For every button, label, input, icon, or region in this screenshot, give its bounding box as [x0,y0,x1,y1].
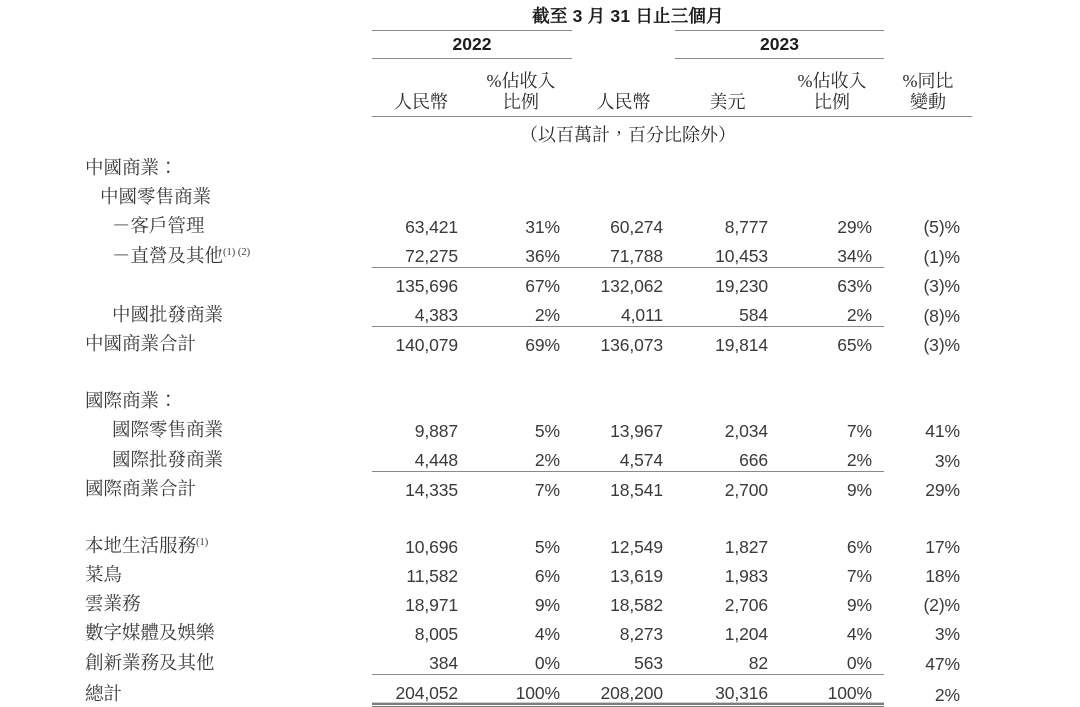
column-header-spacer-pad [972,59,1080,117]
cell-value [884,356,972,384]
cell-value: 8,777 [724,217,768,237]
cell-value: 4,011 [621,305,663,325]
cell-value [780,356,884,384]
row-label [0,616,372,645]
cell-value: 12,549 [610,537,663,557]
row-pad [972,645,1080,675]
cell-value: 17% [925,537,961,557]
col-header-2023-pct-line1: %佔收入 [797,70,867,91]
cell-value [572,501,675,529]
row-pad [972,587,1080,616]
table-row [0,529,1080,558]
table-spacer-row [0,501,1080,529]
cell-value [675,501,780,529]
units-spacer-pad [972,117,1080,152]
cell-value: 11,582 [406,566,458,586]
cell-value: 8,005 [414,624,458,644]
row-label-text: －直營及其他 [112,246,224,267]
cell-value: 135,696 [372,268,470,298]
cell-value: 7% [470,472,572,502]
cell-value: 18,582 [610,595,663,615]
cell-value: 67% [470,268,572,298]
cell-value [372,151,470,180]
cell-value: 19,230 [675,268,780,298]
row-label-text: 中國批發商業 [112,305,224,326]
cell-value: 2% [846,305,873,325]
row-label [0,268,372,298]
cell-value: 72,275 [405,246,458,266]
cell-value: 2,706 [724,595,768,615]
cell-value [572,356,675,384]
row-pad [972,180,1080,209]
cell-value: 2,700 [675,472,780,502]
cell-value: 1,983 [724,566,768,586]
row-label [0,645,372,675]
col-header-2022-pct-line2: 比例 [503,91,539,112]
cell-value: 19,814 [675,327,780,357]
year-group-2022: 2022 [372,31,572,59]
row-label [0,356,372,384]
row-label [0,529,372,558]
table-subtotal-row [0,268,1080,298]
cell-value: 41% [925,421,961,441]
row-pad [972,384,1080,413]
cell-value: (8)% [923,305,961,326]
cell-value: 2% [534,450,560,470]
col-header-2023-usd [675,59,780,117]
col-header-yoy-line2: 變動 [910,91,947,112]
year-group-row [0,31,1080,59]
cell-value: 9% [534,595,560,615]
cell-value: 384 [429,653,458,673]
cell-value [470,501,572,529]
row-pad [972,472,1080,502]
row-pad [972,442,1080,472]
cell-value [884,384,972,413]
row-pad [972,268,1080,298]
cell-value: 2,034 [724,421,768,441]
col-header-2023-pct-revenue [780,59,884,117]
row-label-text: 國際商業： [85,392,178,412]
title-spacer [0,0,372,31]
cell-value: 34% [837,246,873,266]
cell-value: 9,887 [414,421,458,441]
table-row [0,413,1080,442]
cell-value: 13,619 [610,566,663,586]
row-label [0,558,372,587]
col-header-2023-usd-line1: 美元 [709,91,746,112]
cell-value: 3% [934,624,961,644]
row-pad [972,616,1080,645]
table-row [0,616,1080,645]
table-spacer-row [0,356,1080,384]
cell-value: 47% [925,653,961,674]
cell-value: 82 [748,653,768,673]
row-label-footnote-marker: (1) (2) [223,246,251,258]
table-subtotal-row [0,327,1080,357]
cell-value [572,384,675,413]
cell-value [780,384,884,413]
column-header-spacer [0,59,372,117]
units-spacer-right [884,117,972,152]
cell-value [372,384,470,413]
col-header-2022-pct-line1: %佔收入 [486,70,556,91]
row-label [0,472,372,502]
cell-value: 30,316 [675,675,780,706]
cell-value: 65% [780,327,884,357]
cell-value: 204,052 [372,675,470,706]
cell-value [884,501,972,529]
title-row [0,0,1080,31]
title-spacer-right [884,0,972,31]
row-label [0,413,372,442]
cell-value: 0% [846,653,873,673]
row-pad [972,151,1080,180]
cell-value: 9% [846,595,873,615]
cell-value [675,384,780,413]
year-group-spacer-pad [972,31,1080,59]
cell-value: 18,541 [572,472,675,502]
row-label-text: 總計 [85,684,123,705]
col-header-2023-rmb [572,59,675,117]
row-label [0,238,372,268]
cell-value: 18% [925,566,961,586]
units-spacer [0,117,372,152]
cell-value: 9% [780,472,884,502]
row-label-text: 數字媒體及娛樂 [85,624,215,644]
cell-value: 13,967 [610,421,663,441]
cell-value: 1,827 [724,537,768,557]
cell-value: 4% [534,624,560,644]
cell-value: 4,383 [414,305,458,325]
col-header-2023-rmb-line1: 人民幣 [596,91,651,112]
cell-value: (2)% [923,595,961,615]
table-header [0,0,1080,151]
row-label-text: 中國零售商業 [100,188,212,208]
cell-value [780,180,884,209]
cell-value [675,180,780,209]
cell-value: 140,079 [372,327,470,357]
cell-value [372,501,470,529]
table-row [0,238,1080,268]
cell-value [470,384,572,413]
cell-value: 6% [534,566,560,586]
cell-value [675,356,780,384]
units-note: （以百萬計，百分比除外） [520,125,736,145]
cell-value: 132,062 [572,268,675,298]
cell-value: 4% [846,624,873,644]
table-row [0,297,1080,327]
year-group-2023: 2023 [675,31,884,59]
cell-value [470,151,572,180]
cell-value [572,180,675,209]
year-group-spacer [0,31,372,59]
cell-value: 71,788 [610,246,663,266]
title-spacer-pad [972,0,1080,31]
table-section-row [0,180,1080,209]
row-label [0,151,372,180]
row-label-text: 創新業務及其他 [85,653,215,674]
cell-value: 0% [534,653,560,673]
cell-value: 63% [780,268,884,298]
col-header-2023-pct-line2: 比例 [814,91,850,112]
row-label [0,297,372,327]
cell-value: (1)% [923,246,961,267]
row-label [0,209,372,238]
row-pad [972,209,1080,238]
table-row [0,558,1080,587]
row-label-text: 中國商業： [85,159,178,179]
cell-value: (5)% [923,217,961,237]
cell-value: 2% [934,684,961,705]
row-pad [972,675,1080,706]
row-label-text: 菜鳥 [85,566,123,586]
col-header-2022-rmb-line1: 人民幣 [394,91,448,112]
row-pad [972,558,1080,587]
row-pad [972,297,1080,327]
row-label-text: 本地生活服務 [85,537,197,557]
table-row [0,209,1080,238]
row-pad [972,501,1080,529]
cell-value: 29% [925,480,961,500]
year-group-spacer-right [884,31,972,59]
cell-value: 100% [470,675,572,706]
table-grand-total-row [0,675,1080,706]
cell-value [780,151,884,180]
cell-value [884,180,972,209]
cell-value: 4,448 [414,450,458,470]
cell-value: 136,073 [572,327,675,357]
row-label [0,384,372,413]
table-title: 截至 3 月 31 日止三個月 [532,5,724,26]
cell-value [470,356,572,384]
row-label-text: 雲業務 [85,595,141,615]
col-header-yoy-line1: %同比 [902,70,954,91]
cell-value [372,180,470,209]
cell-value: 7% [846,566,873,586]
cell-value: 100% [780,675,884,706]
row-pad [972,356,1080,384]
cell-value: 563 [634,653,663,673]
row-label [0,587,372,616]
cell-value: 29% [837,217,873,237]
cell-value: 6% [846,537,873,557]
cell-value: 208,200 [572,675,675,706]
cell-value: 36% [525,246,560,266]
row-label-footnote-marker: (1) [196,536,209,548]
row-label-text: －客戶管理 [112,217,205,237]
cell-value [470,180,572,209]
table-subtotal-row [0,472,1080,502]
cell-value: 10,696 [405,537,458,557]
row-pad [972,529,1080,558]
cell-value [884,151,972,180]
col-header-yoy-change [884,59,972,117]
cell-value [780,501,884,529]
row-label-text: 國際商業合計 [85,480,197,500]
cell-value: 2% [846,450,873,470]
col-header-2022-rmb [372,59,470,117]
cell-value: 5% [534,421,560,441]
cell-value [675,151,780,180]
cell-value: 18,971 [405,595,458,615]
units-note-row [0,117,1080,152]
cell-value: 4,574 [619,450,663,470]
year-group-gap [572,31,675,59]
cell-value: 8,273 [619,624,663,644]
row-label-text: 國際零售商業 [112,421,224,441]
row-label [0,675,372,706]
cell-value: 10,453 [715,246,768,266]
column-header-row [0,59,1080,117]
cell-value [372,356,470,384]
cell-value: (3)% [923,335,961,355]
table-section-row [0,384,1080,413]
cell-value: 63,421 [405,217,458,237]
row-pad [972,413,1080,442]
cell-value: 60,274 [610,217,663,237]
cell-value: (3)% [923,276,961,296]
row-label-text: 國際批發商業 [112,450,224,471]
table-section-row [0,151,1080,180]
row-label [0,501,372,529]
row-label [0,442,372,472]
cell-value: 7% [846,421,873,441]
table-row [0,645,1080,675]
table-row [0,442,1080,472]
cell-value: 69% [470,327,572,357]
cell-value: 666 [739,450,768,470]
col-header-2022-pct-revenue [470,59,572,117]
cell-value: 31% [525,217,560,237]
cell-value: 2% [534,305,560,325]
cell-value: 1,204 [724,624,768,644]
cell-value [572,151,675,180]
cell-value: 14,335 [372,472,470,502]
cell-value: 584 [739,305,768,325]
row-label [0,180,372,209]
row-label [0,327,372,357]
row-pad [972,327,1080,357]
table-row [0,587,1080,616]
cell-value: 3% [934,450,961,471]
table-body [0,151,1080,706]
row-pad [972,238,1080,268]
row-label-text: 中國商業合計 [85,335,197,355]
cell-value: 5% [534,537,560,557]
